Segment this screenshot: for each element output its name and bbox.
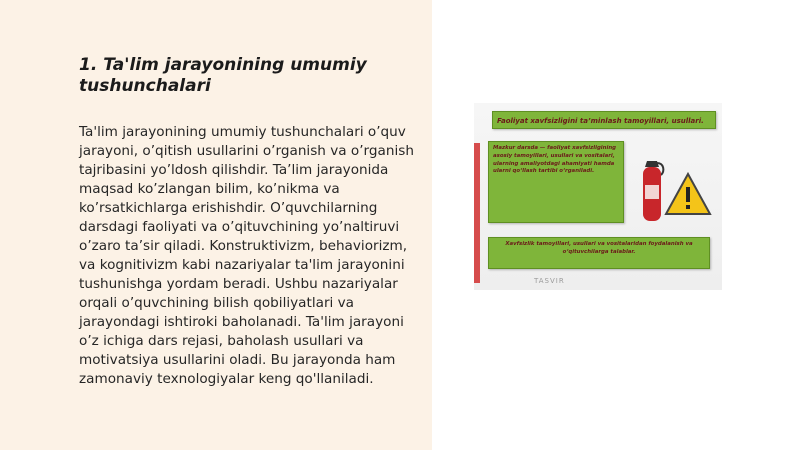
illustration-header-box: Faoliyat xavfsizligini ta’minlash tamoyillari, usullari. <box>492 111 716 129</box>
fire-extinguisher-icon <box>637 155 667 225</box>
illustration-bottom-box: Xavfsizlik tamoyillari, usullari va vositalaridan foydalanish va o‘qituvchilarga talablar. <box>488 237 710 269</box>
illustration-accent-bar <box>474 143 480 283</box>
illustration-text-box: Mazkur darsda — faoliyat xavfsizligining asosiy tamoyillari, usullari va vositalari, ularning amaliyotdagi ahamiyati hamda ularni qo‘llash tartibi o‘rganiladi. <box>488 141 624 223</box>
slide-body-text: Ta'lim jarayonining umumiy tushunchalari o’quv jarayoni, o’qitish usullarini o’rganish va o’rganish tajribasini yo’ldosh qilishdir. Ta’lim jarayonida maqsad ko’zlangan bilim, ko’nikma va ko’rsatkichlarga erishishdir. O’quvchilarning darsdagi faoliyati va o’qituvchining yo’naltiruvi o’zaro ta’sir qiladi. Konstruktivizm, behaviorizm, va kognitivizm kabi nazariyalar ta'lim jarayonini tushunishga yordam beradi. Ushbu nazariyalar orqali o’quvchining bilish qobiliyatlari va jarayondagi ishtiroki baholanadi. Ta'lim jarayoni o’z ichiga dars rejasi, baholash usullari va motivatsiya usullarini oladi. Bu jarayonda ham zamonaviy texnologiyalar keng qo'llaniladi. <box>79 124 414 387</box>
illustration-caption: TASVIR <box>534 277 565 285</box>
slide-illustration <box>474 103 722 290</box>
slide-title: 1. Ta'lim jarayonining umumiy tushunchalari <box>79 55 367 96</box>
warning-triangle-icon <box>664 171 712 217</box>
